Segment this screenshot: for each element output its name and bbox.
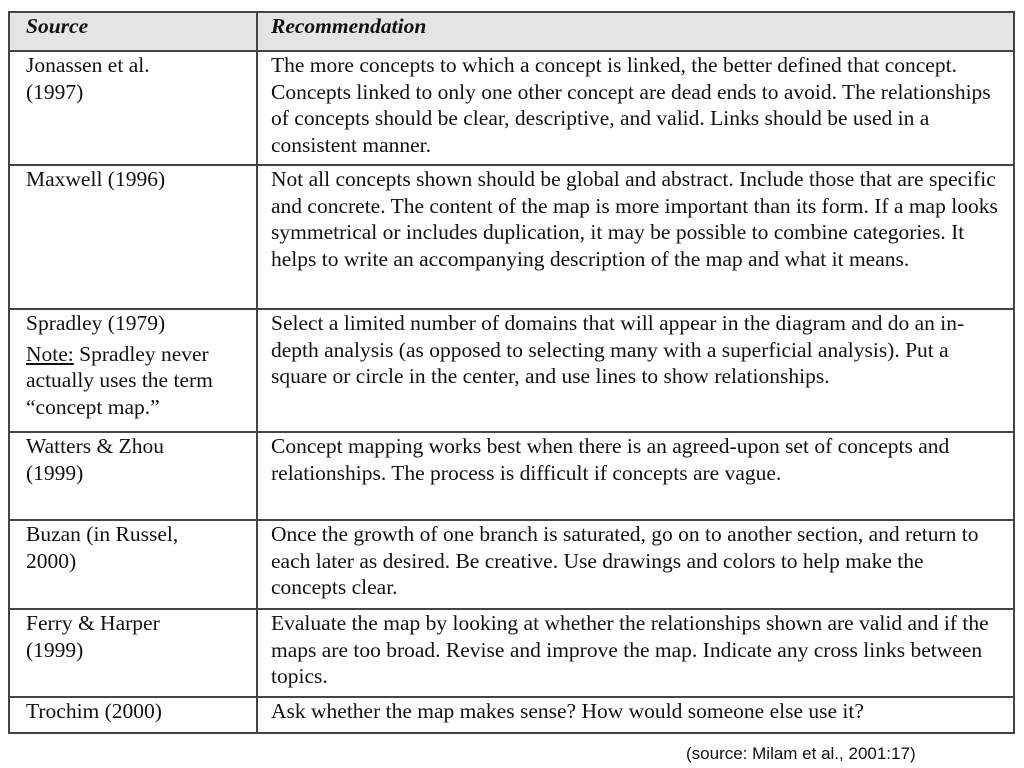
source-line: (1999) bbox=[26, 460, 84, 485]
recommendation-cell: Not all concepts shown should be global and abstract. Include those that are specific and concrete. The content of the map is more important than its form. If a map looks symmetrical or includes duplication, it may be possible to combine categories. It helps to write an accompanying description of the map and what it means. bbox=[257, 165, 1014, 309]
table-row bbox=[9, 165, 1014, 309]
source-note bbox=[26, 341, 244, 421]
column-header-recommendation: Recommendation bbox=[257, 12, 1014, 51]
source-caption: (source: Milam et al., 2001:17) bbox=[686, 744, 916, 763]
source-line: Spradley (1979) bbox=[26, 311, 166, 335]
source-line: Jonassen et al. bbox=[26, 53, 150, 77]
source-cell bbox=[9, 51, 257, 165]
recommendation-cell: Concept mapping works best when there is an agreed-upon set of concepts and relationships. The process is difficult if concepts are vague. bbox=[257, 432, 1014, 520]
source-cell bbox=[9, 697, 257, 733]
table-row bbox=[9, 309, 1014, 432]
source-cell bbox=[9, 309, 257, 432]
note-text: Spradley never actually uses the term “concept map.” bbox=[26, 341, 213, 419]
note-label: Note: bbox=[26, 341, 74, 366]
source-line: Maxwell (1996) bbox=[26, 167, 166, 191]
recommendation-cell: Select a limited number of domains that will appear in the diagram and do an in-depth analysis (as opposed to selecting many with a superficial analysis). Put a square or circle in the center, and use lines to show relationships. bbox=[257, 309, 1014, 432]
table-row bbox=[9, 432, 1014, 520]
table-row bbox=[9, 520, 1014, 609]
recommendation-cell: Ask whether the map makes sense? How would someone else use it? bbox=[257, 697, 1014, 733]
source-line: Watters & Zhou bbox=[26, 434, 164, 458]
source-line: Trochim (2000) bbox=[26, 699, 162, 723]
source-line: Buzan (in Russel, bbox=[26, 522, 179, 546]
table-row bbox=[9, 697, 1014, 733]
recommendation-cell: Evaluate the map by looking at whether the relationships shown are valid and if the maps are too broad. Revise and improve the map. Indicate any cross links between topics. bbox=[257, 609, 1014, 697]
source-line: 2000) bbox=[26, 548, 77, 573]
table-row bbox=[9, 609, 1014, 697]
source-cell bbox=[9, 432, 257, 520]
recommendation-cell: The more concepts to which a concept is linked, the better defined that concept. Concepts linked to only one other concept are dead ends to avoid. The relationships of concepts should be clear, descriptive, and valid. Links should be used in a consistent manner. bbox=[257, 51, 1014, 165]
table-header-row bbox=[9, 12, 1014, 51]
source-cell bbox=[9, 520, 257, 609]
table-row bbox=[9, 51, 1014, 165]
source-line: (1997) bbox=[26, 79, 84, 104]
source-cell bbox=[9, 165, 257, 309]
column-header-source: Source bbox=[9, 12, 257, 51]
source-line: (1999) bbox=[26, 637, 84, 662]
source-line: Ferry & Harper bbox=[26, 611, 160, 635]
source-cell bbox=[9, 609, 257, 697]
recommendation-cell: Once the growth of one branch is saturated, go on to another section, and return to each later as desired. Be creative. Use drawings and colors to help make the concepts clear. bbox=[257, 520, 1014, 609]
recommendations-table bbox=[8, 11, 1015, 734]
